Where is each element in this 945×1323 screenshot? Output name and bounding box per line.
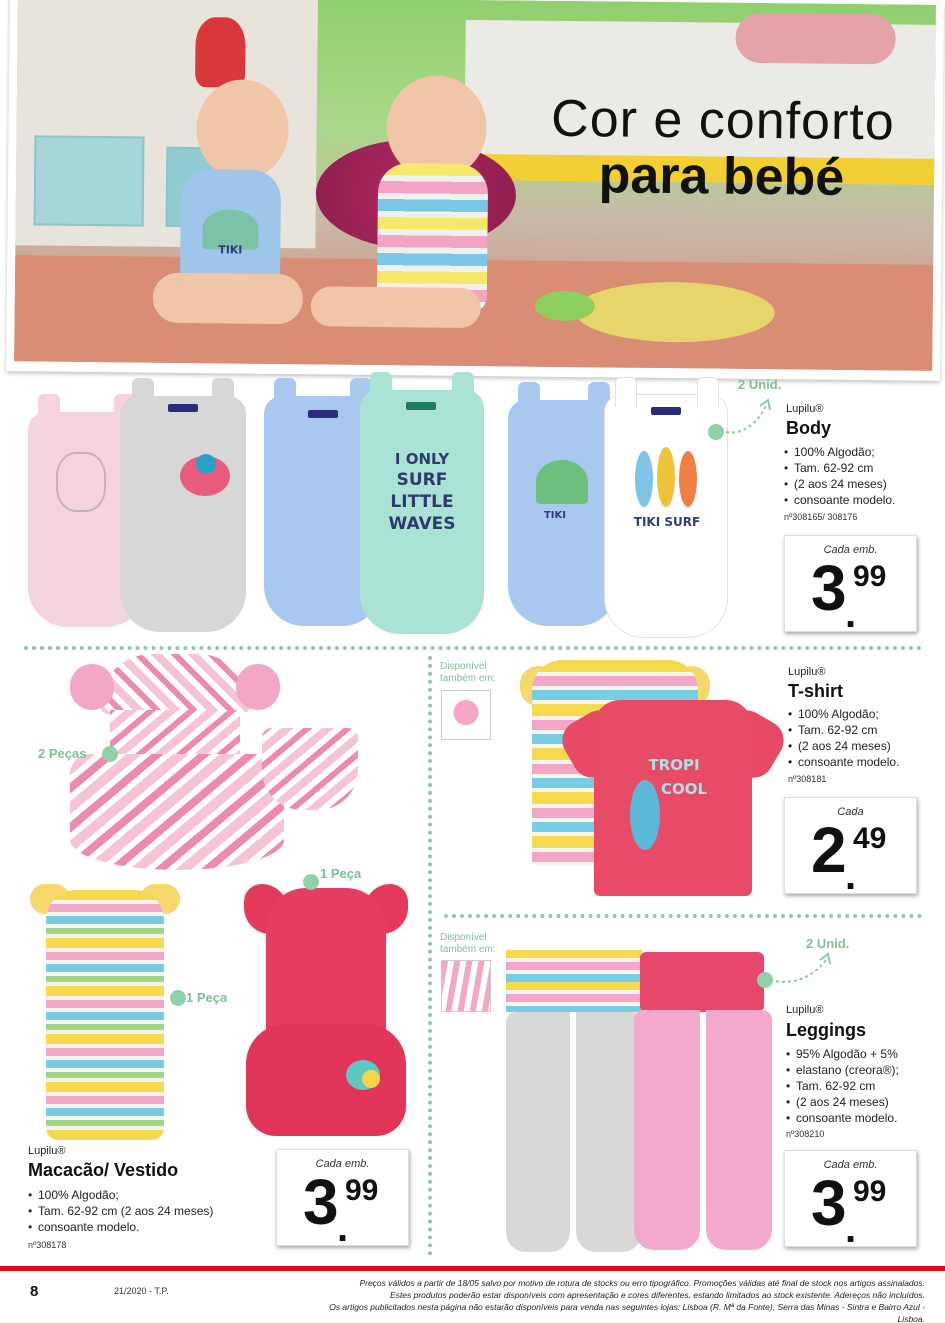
striped-romper	[30, 884, 180, 1144]
macacao-sku: nº308178	[28, 1240, 67, 1250]
price-decimal-dot: .	[337, 1206, 349, 1250]
macacao-feature: • Tam. 62-92 cm (2 aos 24 meses)	[28, 1203, 268, 1219]
tshirt-variant-thumbnail[interactable]	[441, 690, 491, 740]
leggings-feature: • consoante modelo.	[786, 1110, 936, 1126]
body-feature: • (2 aos 24 meses)	[784, 476, 934, 492]
edition-code: 21/2020 - T.P.	[114, 1286, 169, 1296]
body-price-box	[784, 535, 917, 636]
tshirt-feature: • (2 aos 24 meses)	[788, 738, 938, 754]
dress-badge-dot	[102, 746, 118, 762]
body-sku: nº308165/ 308176	[784, 512, 858, 522]
macacao-features	[28, 1187, 268, 1235]
macacao-feature: • consoante modelo.	[28, 1219, 268, 1235]
tshirt-red	[566, 700, 780, 898]
leggings-available-label: Disponível também em:	[440, 932, 496, 955]
disclaimer-line: Estes produtos poderão estar disponíveis com apresentação e cores diferentes, estando limitados ao stock existente. Adereços não incluídos.	[389, 1290, 925, 1300]
tropi-print: TROPI	[648, 756, 700, 774]
pink-dress	[70, 654, 292, 874]
leggings-badge-dot	[757, 972, 773, 988]
body-badge-dot	[708, 424, 724, 440]
macacao-price-label: Cada emb.	[315, 1158, 370, 1170]
price-decimal-dot: .	[845, 854, 857, 898]
surf-print-1: I ONLY	[394, 450, 450, 468]
pink-bloomers	[262, 728, 358, 810]
leggings-pink	[634, 952, 774, 1252]
curved-arrow-icon	[720, 392, 780, 438]
body-feature: • 100% Algodão;	[784, 444, 934, 460]
legal-disclaimer	[305, 1277, 925, 1323]
body-tiki-pair	[508, 390, 730, 640]
macacao-feature: • 100% Algodão;	[28, 1187, 268, 1203]
leggings-sku: nº308210	[786, 1129, 825, 1139]
macacao-price-euros: 3	[303, 1166, 339, 1238]
leggings-price-euros: 3	[811, 1167, 847, 1239]
leggings-variant-thumbnail[interactable]	[441, 960, 491, 1012]
tshirt-available-label: Disponível também em:	[440, 661, 496, 684]
red-romper	[240, 884, 412, 1140]
leggings-feature: • (2 aos 24 meses)	[786, 1094, 936, 1110]
leggings-features	[786, 1046, 936, 1126]
footer-red-bar	[0, 1266, 945, 1271]
leggings-feature: • Tam. 62-92 cm	[786, 1078, 936, 1094]
dress-pieces-badge: 2 Peças	[38, 746, 87, 761]
leggings-quantity-badge: 2 Unid.	[806, 936, 850, 951]
tshirt-feature: • consoante modelo.	[788, 754, 938, 770]
price-decimal-dot: .	[845, 1207, 857, 1251]
tshirt-name: T-shirt	[788, 681, 844, 701]
romper-badge-dot	[170, 990, 186, 1006]
red-romper-badge-dot	[303, 874, 319, 890]
macacao-price-box	[276, 1149, 409, 1250]
leggings-name: Leggings	[786, 1020, 866, 1040]
hero-banner	[6, 0, 944, 381]
leggings-feature: • 95% Algodão + 5%	[786, 1046, 936, 1062]
body-feature: • Tam. 62-92 cm	[784, 460, 934, 476]
body-price-cents: 99	[853, 560, 887, 593]
separator-right	[444, 914, 922, 918]
tshirt-feature: • 100% Algodão;	[788, 706, 938, 722]
body-quantity-badge: 2 Unid.	[738, 377, 782, 392]
tiki-print: TIKI	[218, 243, 243, 257]
body-brand: Lupilu®	[786, 403, 824, 415]
hero-title-line1: Cor e conforto	[550, 89, 896, 152]
macacao-name: Macacão/ Vestido	[28, 1160, 179, 1180]
leggings-price-label: Cada emb.	[823, 1159, 878, 1171]
body-blue-mint-pair	[264, 386, 486, 636]
hero-title-line2: para bebé	[598, 146, 845, 207]
body-price-euros: 3	[811, 552, 847, 624]
tshirt-price-euros: 2	[811, 814, 847, 886]
hero-photo	[14, 0, 936, 371]
surf-print-2: SURF	[396, 470, 448, 490]
body-price-label: Cada emb.	[823, 544, 878, 556]
body-name: Body	[786, 418, 831, 438]
tshirt-price-box	[784, 797, 917, 898]
tshirt-feature: • Tam. 62-92 cm	[788, 722, 938, 738]
disclaimer-line: Preços válidos a partir de 18/05 salvo por motivo de rotura de stocks ou erro tipográfico. Promoções válidas até final de stock nos artigos assinalados.	[359, 1278, 925, 1288]
leggings-grey	[506, 950, 642, 1252]
separator-top	[24, 646, 922, 650]
macacao-brand: Lupilu®	[28, 1145, 66, 1157]
tshirt-brand: Lupilu®	[788, 666, 826, 678]
leggings-price-cents: 99	[853, 1175, 887, 1208]
leggings-price-box	[784, 1150, 917, 1251]
body-features	[784, 444, 934, 508]
hero-title	[550, 89, 895, 209]
romper-piece-badge: 1 Peça	[186, 990, 228, 1005]
tshirt-features	[788, 706, 938, 770]
body-pink-grey-pair	[28, 392, 248, 634]
tiki-surf-print: TIKI SURF	[633, 515, 701, 529]
separator-vertical	[428, 656, 432, 1256]
surf-print-3: LITTLE	[390, 492, 454, 512]
body-feature: • consoante modelo.	[784, 492, 934, 508]
surf-print-4: WAVES	[388, 514, 456, 534]
tshirt-price-label: Cada	[837, 806, 864, 818]
price-decimal-dot: .	[845, 592, 857, 636]
curved-arrow-icon	[764, 950, 834, 990]
cool-print: COOL	[660, 780, 708, 798]
red-romper-piece-badge: 1 Peça	[320, 866, 362, 881]
leggings-feature: • elastano (creora®);	[786, 1062, 936, 1078]
leggings-brand: Lupilu®	[786, 1004, 824, 1016]
tshirt-sku: nº308181	[788, 774, 827, 784]
macacao-price-cents: 99	[345, 1174, 379, 1207]
page-number: 8	[30, 1283, 39, 1300]
tshirt-price-cents: 49	[853, 822, 887, 855]
tiki-print-small: TIKI	[543, 510, 566, 521]
disclaimer-line: Os artigos publicitados nesta página não estarão disponíveis para venda nas seguintes lojas: Lisboa (R. Mª da Fonte), Serra das Minas - Sintra e Bairro Azul - Lisboa.	[329, 1302, 925, 1323]
